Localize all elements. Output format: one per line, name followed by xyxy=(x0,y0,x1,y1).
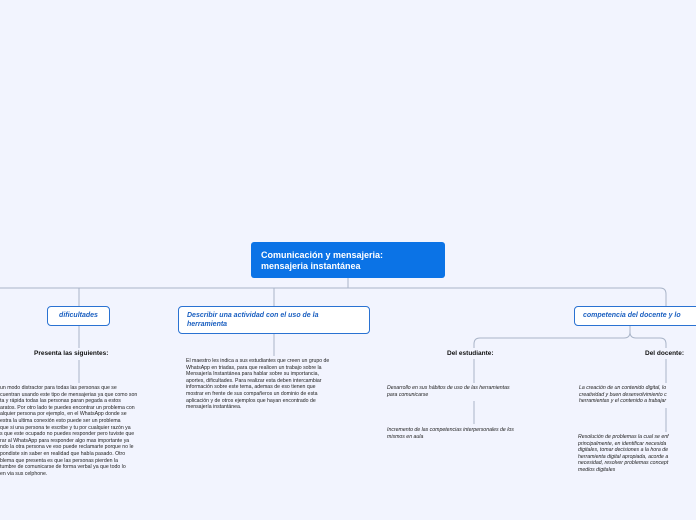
docente-item2: Resolución de problemas la cual se enf principalmente, en identificar necesida digitales, tomar decisiones a la hora de herramienta digital apropiada, acorde a necesidad, resolver problemas concept medios digitales xyxy=(578,434,669,473)
docente-item1: La creación de un contenido digital, lo creatividad y buen desenvolvimiento c herramientas y el contenido a trabajar xyxy=(579,385,667,405)
actividad-title-line2: herramienta xyxy=(187,320,228,328)
dificultades-title: dificultades xyxy=(59,312,98,319)
root-title-line1: Comunicación y mensajeria: xyxy=(261,250,384,260)
actividad-node[interactable] xyxy=(178,306,370,334)
dificultades-text: un modo distractor para todas las personas que se cuentran usando este tipo de mensajerias ya que como son ta y rápida todas las personas paran pegada a estos aratos. Por otro lado te puedes encontrar un problema con alquier persona por ejemplo, en el WhatsApp donde se estra la ultima conexión esto puede ser un problema que si una persona te escribe y tu por cualquier razón ya s que este ocupado no puedes responder pero tuviste que rar al WhatsApp para responder algo mas importante ya ndo la otra persona ve eso puede reclamarte porque no le pondiste sin saber en realidad que había pasado. Otro blema que presenta es que las personas pierden la tumbre de comunicarse de forma verbal ya que todo lo en via sus celphone. xyxy=(0,385,138,477)
main-bus xyxy=(0,288,666,306)
competencia-to-estudiante xyxy=(474,326,630,348)
actividad-text: El maestro les indica a sus estudiantes que creen un grupo de WhatsApp en triadas, para que realicen un trabajo sobre la Mensajería Instantánea para hablar sobre su importancia, aportes, dificultades. Para realizar esta deben intercambiar información sobre este tema, ademas de eso tienen que mostrar en frente de sus compañeros un dominio de esta aplicación y de otros ejemplos que hayan encontrado de mensajería instantánea. xyxy=(186,358,330,411)
estudiante-item2: Incremento de las competencias interpersonales de los mismos en aula xyxy=(387,427,514,440)
estudiante-item1: Desarrollo en sus hábitos de uso de las herramientas para comunicarse xyxy=(387,385,510,398)
competencia-to-docente xyxy=(630,332,666,348)
root-title-line2: mensajeria instantánea xyxy=(261,261,361,271)
docente-label: Del docente: xyxy=(645,350,685,357)
competencia-title: competencia del docente y lo xyxy=(583,312,681,319)
dificultades-sub-label: Presenta las siguientes: xyxy=(34,350,109,357)
competencia-node[interactable] xyxy=(574,306,696,326)
root-node[interactable] xyxy=(251,242,445,278)
dificultades-node[interactable] xyxy=(47,306,110,326)
actividad-title-line1: Describir una actividad con el uso de la xyxy=(187,312,319,319)
estudiante-label: Del estudiante: xyxy=(447,350,494,357)
